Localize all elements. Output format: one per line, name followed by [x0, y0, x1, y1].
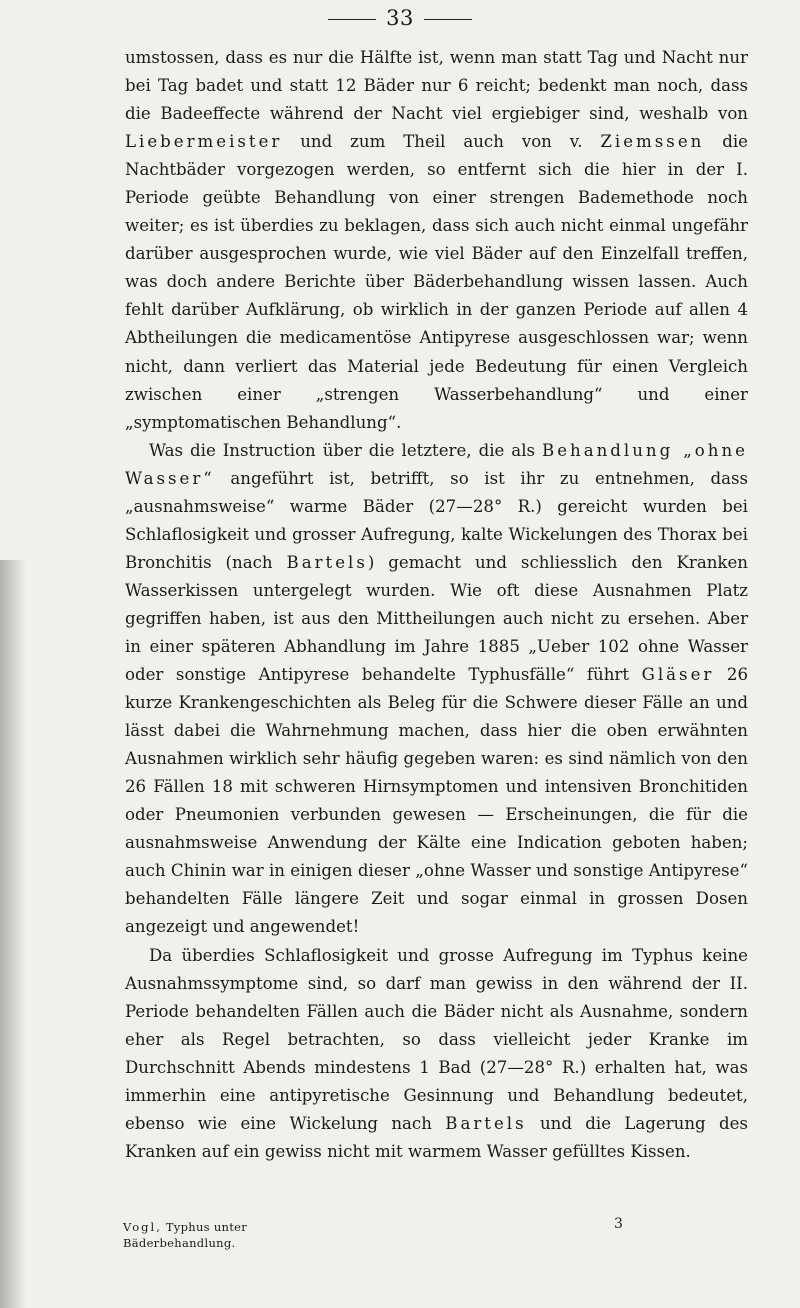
text-segment: Was die Instruction über die letztere, die als — [149, 440, 543, 460]
page-header — [0, 6, 800, 30]
spaced-name: Gläser — [641, 665, 715, 685]
spaced-name: Bartels — [286, 552, 368, 572]
page-number: 33 — [386, 6, 414, 30]
header-right-rule — [424, 19, 472, 20]
footer-signature — [123, 1219, 313, 1251]
body-text — [125, 44, 748, 1166]
spaced-name: Bartels — [445, 1113, 527, 1133]
footer-title: Typhus unter Bäderbehandlung. — [123, 1220, 248, 1250]
paragraph — [125, 44, 748, 437]
text-segment: und die Lagerung des Kranken auf ein gewiss nicht mit warmem Wasser gefülltes Kissen. — [125, 1113, 748, 1161]
spaced-name: Behandlung „ohne Wasser“ — [125, 440, 748, 488]
sheet-number: 3 — [614, 1216, 623, 1232]
spaced-name: Liebermeister — [125, 132, 283, 152]
paragraph — [125, 942, 748, 1166]
text-segment: angeführt ist, betrifft, so ist ihr zu entnehmen, dass „ausnahmsweise“ warme Bäder (27—28° R.) gereicht wurden bei Schlaflosigkeit und grosser Aufregung, kalte Wickelungen des Thorax bei Bronchitis (nach — [125, 468, 748, 572]
page-edge-shadow — [0, 560, 26, 1308]
text-segment: 26 kurze Krankengeschichten als Beleg für die Schwere dieser Fälle an und lässt dabei die Wahrnehmung machen, dass hier die oben erwähnten Ausnahmen wirklich sehr häufig gegeben waren: es sind nämlich von den 26 Fällen 18 mit schweren Hirnsymptomen und intensiven Bronchitiden oder Pneumonien verbunden gewesen — Erscheinungen, die für die ausnahmsweise Anwendung der Kälte eine Indication geboten haben; auch Chinin war in einigen dieser „ohne Wasser und sonstige Antipyrese“ behandelten Fälle längere Zeit und sogar einmal in grossen Dosen angezeigt und angewendet! — [125, 665, 749, 937]
text-segment: und zum Theil auch von v. — [282, 132, 601, 152]
paragraph — [125, 437, 748, 942]
spaced-name: Ziemssen — [600, 132, 705, 152]
text-segment: die Nachtbäder vorgezogen werden, so entfernt sich die hier in der I. Periode geübte Behandlung von einer strengen Bademethode noch weiter; es ist überdies zu beklagen, dass sich auch nicht einmal ungefähr darüber ausgesprochen wurde, wie viel Bäder auf den Einzelfall treffen, was doch andere Berichte über Bäderbehandlung wissen lassen. Auch fehlt darüber Aufklärung, ob wirklich in der ganzen Periode auf allen 4 Abtheilungen die medicamentöse Antipyrese ausgeschlossen war; wenn nicht, dann verliert das Material jede Bedeutung für einen Vergleich zwischen einer „strengen Wasserbehandlung“ und einer „symptomatischen Behandlung“. — [125, 132, 748, 432]
text-segment: Da überdies Schlaflosigkeit und grosse Aufregung im Typhus keine Ausnahmssymptome sind, so darf man gewiss in den während der II. Periode behandelten Fällen auch die Bäder nicht als Ausnahme, sondern eher als Regel betrachten, so dass vielleicht jeder Kranke im Durchschnitt Abends mindestens 1 Bad (27—28° R.) erhalten hat, was immerhin eine antipyretische Gesinnung und Behandlung bedeutet, ebenso wie eine Wickelung nach — [125, 945, 748, 1133]
footer-author: Vogl, — [123, 1220, 162, 1234]
header-left-rule — [328, 19, 376, 20]
text-segment: umstossen, dass es nur die Hälfte ist, wenn man statt Tag und Nacht nur bei Tag badet und statt 12 Bäder nur 6 reicht; bedenkt man noch, dass die Badeeffecte während der Nacht viel ergiebiger sind, weshalb von — [125, 48, 748, 124]
text-segment: ) gemacht und schliesslich den Kranken Wasserkissen untergelegt wurden. Wie oft diese Ausnahmen Platz gegriffen haben, ist aus den Mittheilungen auch nicht zu ersehen. Aber in einer späteren Abhandlung im Jahre 1885 „Ueber 102 ohne Wasser oder sonstige Antipyrese behandelte Typhusfälle“ führt — [125, 552, 748, 685]
